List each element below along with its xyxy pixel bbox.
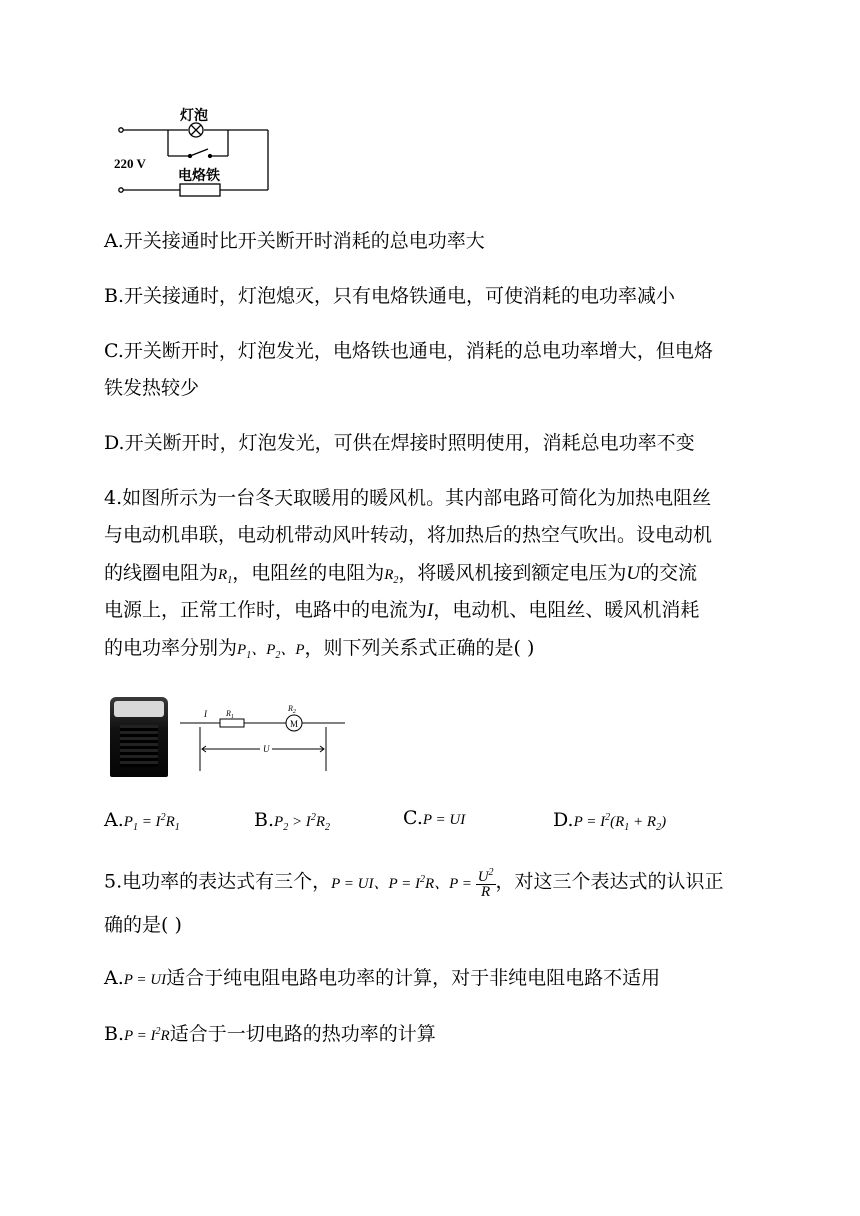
heater-circuit-diagram [180, 705, 350, 775]
q3-option-c-line1: C.开关断开时，灯泡发光，电烙铁也通电，消耗的总电功率增大，但电烙 [104, 340, 713, 362]
powers-symbols: $P_1$、$P_2$、P [237, 642, 305, 661]
q4-option-c: C.P = UI [403, 807, 466, 829]
q5-option-a: A.P = UI适合于纯电阻电路电功率的计算，对于非纯电阻电路不适用 [104, 967, 661, 989]
voltage-label: 220 V [114, 156, 146, 171]
q4-line1: 4.如图所示为一台冬天取暖用的暖风机。其内部电路可简化为加热电阻丝 [104, 487, 712, 509]
q4-line2: 与电动机串联，电动机带动风叶转动，将加热后的热空气吹出。设电动机 [104, 524, 713, 546]
heater-photo [110, 697, 168, 777]
q3-option-d: D.开关断开时，灯泡发光，可供在焊接时照明使用，消耗总电功率不变 [104, 432, 695, 454]
q4-option-d: $D.P = I^2(R_1 + R_2)$ [553, 809, 667, 833]
q4-line4: 电源上，正常工作时，电路中的电流为I，电动机、电阻丝、暖风机消耗 [104, 599, 700, 621]
r1-label: $R_1$ [226, 709, 234, 720]
lamp-iron-circuit-diagram [110, 100, 280, 200]
motor-label: M [290, 719, 299, 729]
q4-line5: 的电功率分别为$P_1$、$P_2$、P，则下列关系式正确的是( ) [104, 637, 535, 661]
q5-line1: 5.电功率的表达式有三个，P = UI、$P = I^2R$、P = $\frac{U^2}{R}$ ，对这三个表达式的认识正 [104, 867, 724, 900]
q3-option-a: A.开关接通时比开关断开时消耗的总电功率大 [104, 230, 485, 252]
r2-label: $R_2$ [288, 705, 296, 715]
current-label: I [204, 709, 207, 719]
bulb-label: 灯泡 [180, 108, 208, 124]
q5-line2: 确的是( ) [104, 914, 182, 936]
q4-option-b: $B.P_2 > I^2R_2$ [254, 809, 330, 833]
q4-option-a: $A.P_1 = I^2R_1$ [104, 809, 180, 833]
q4-line3: 的线圈电阻为$R_1$，电阻丝的电阻为$R_2$，将暖风机接到额定电压为U的交流 [104, 562, 698, 586]
r1-symbol: $R_1$ [218, 567, 233, 586]
iron-label: 电烙铁 [178, 168, 220, 184]
q3-option-c-line2: 铁发热较少 [104, 377, 200, 399]
q3-option-b: B.开关接通时，灯泡熄灭，只有电烙铁通电，可使消耗的电功率减小 [104, 285, 676, 307]
voltage-u-label: U [263, 744, 270, 754]
r2-symbol: $R_2$ [384, 567, 399, 586]
q5-option-b: $B.P = I^2R$适合于一切电路的热功率的计算 [104, 1023, 436, 1045]
